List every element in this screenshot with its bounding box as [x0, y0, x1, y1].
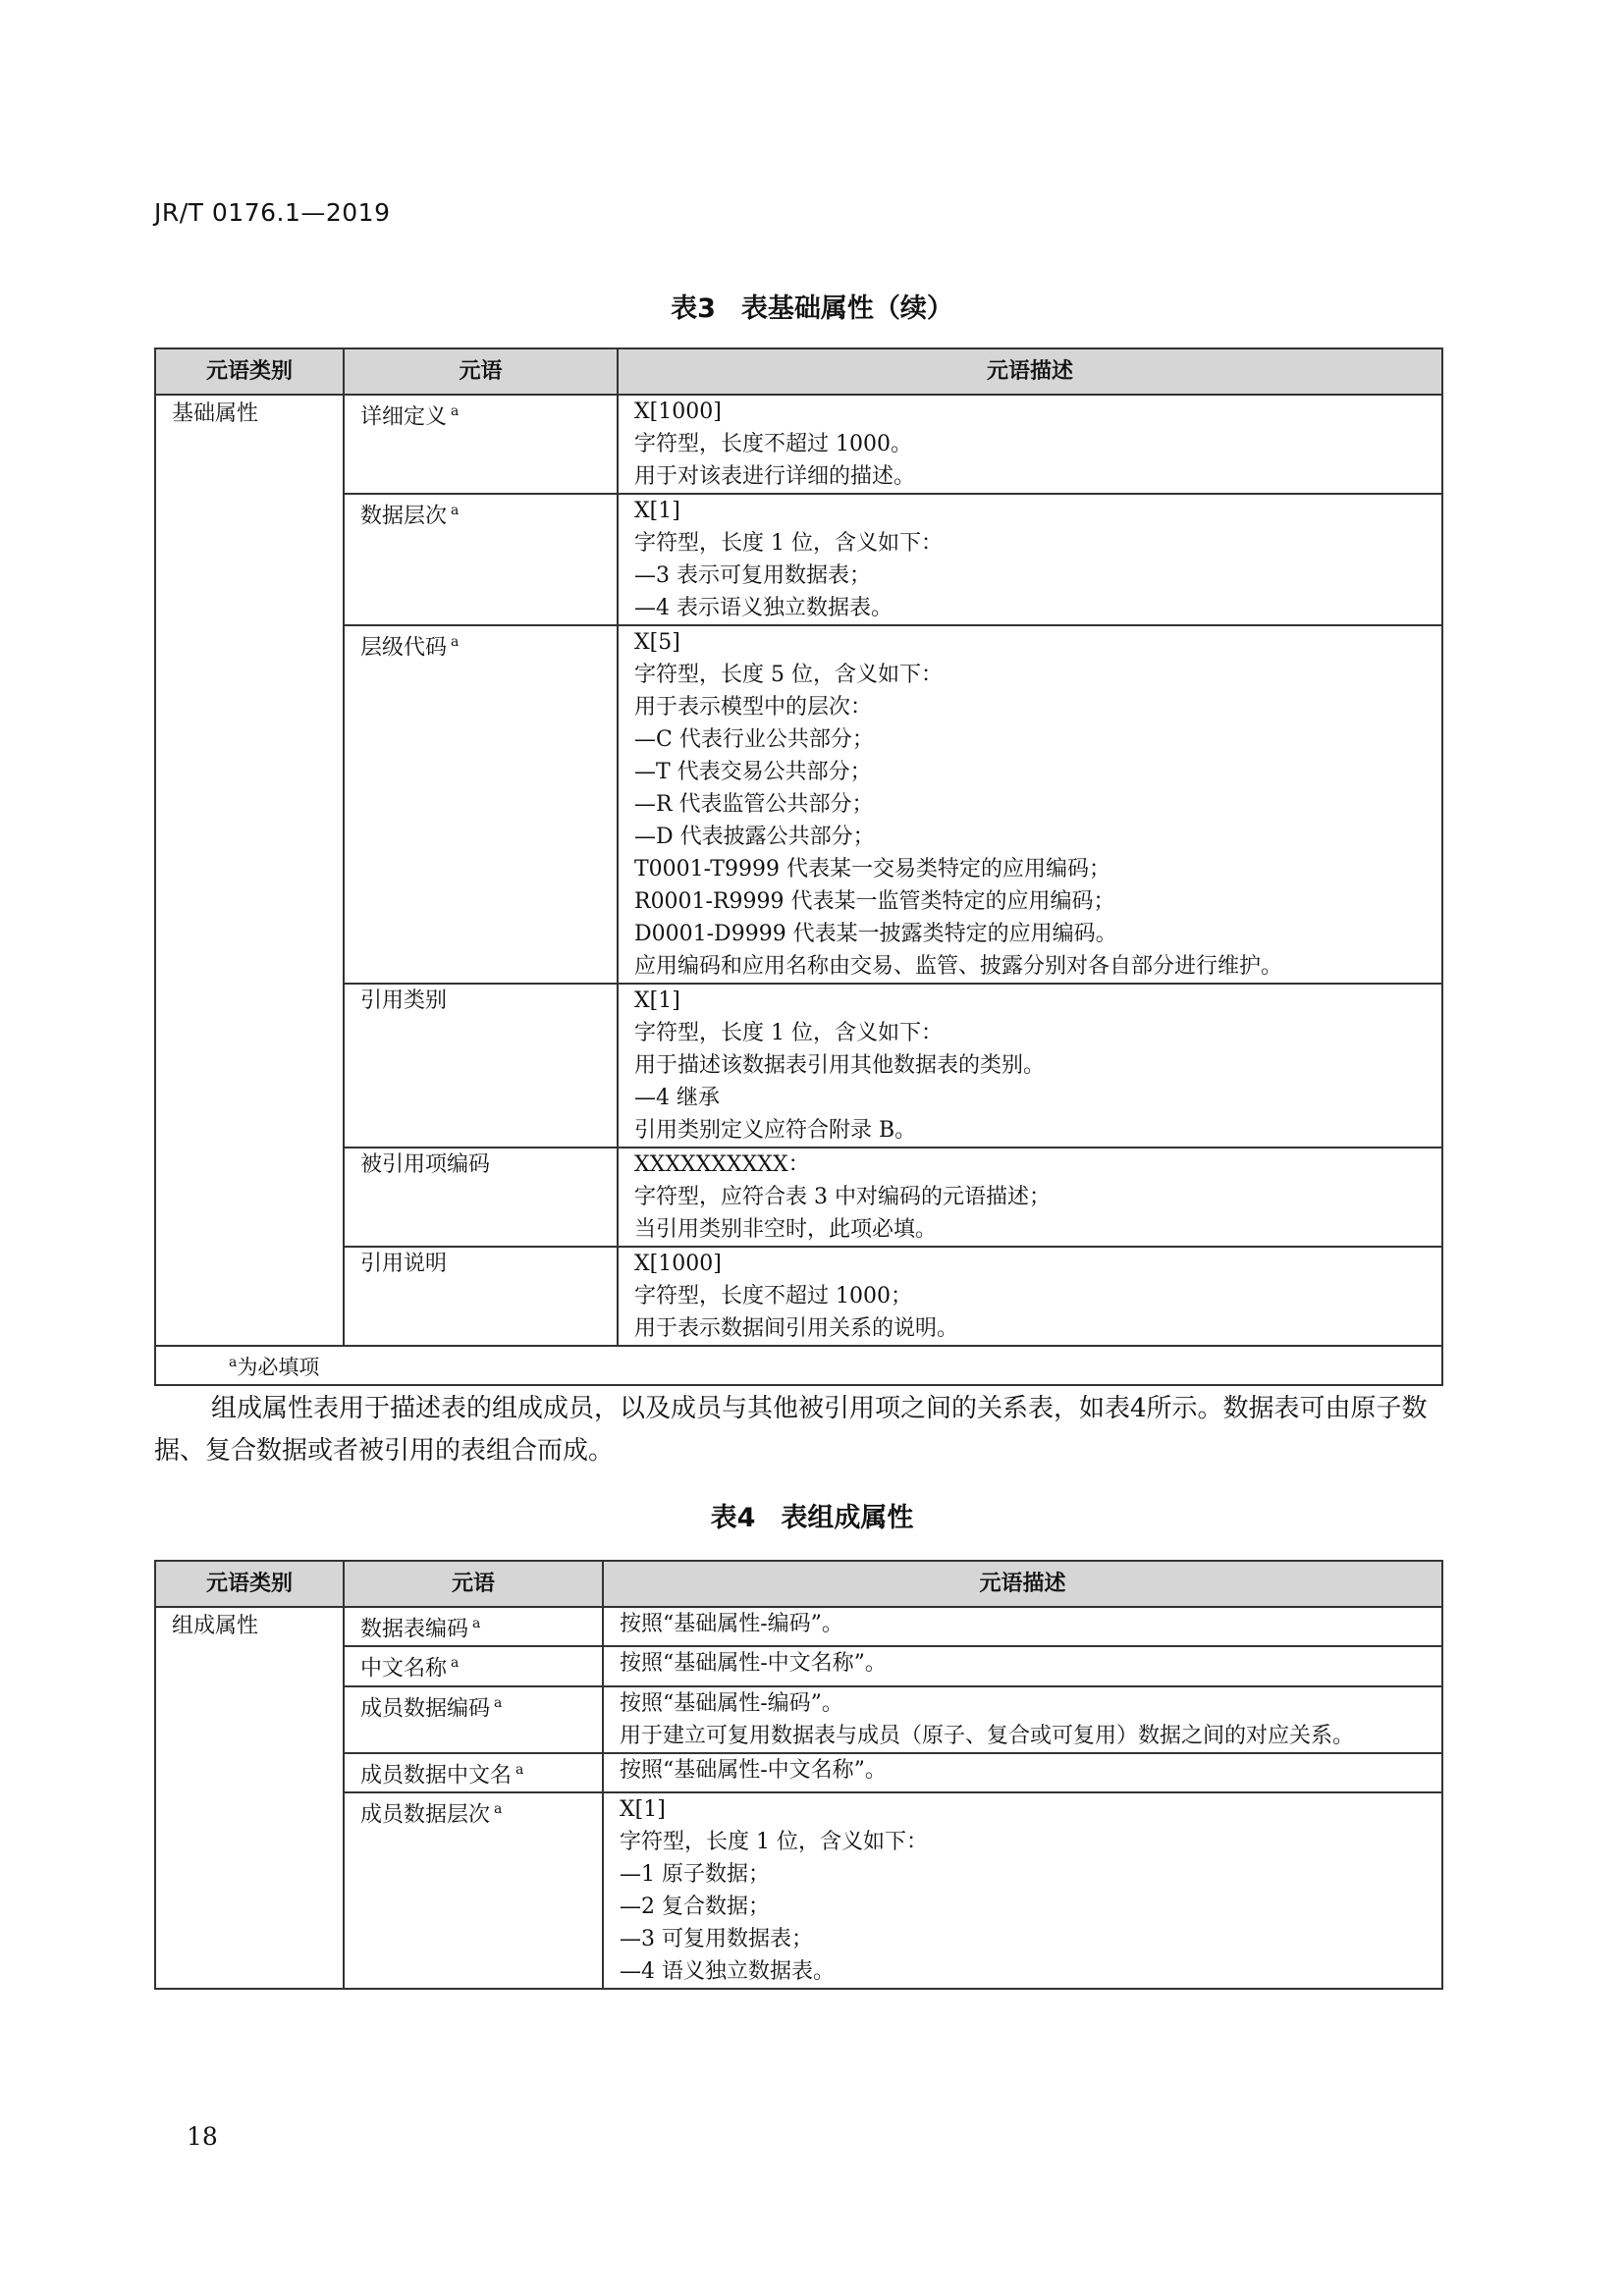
meta-label: 详细定义 [360, 404, 448, 430]
required-mark: a [472, 1616, 481, 1631]
description-line: —4 继承 [634, 1086, 720, 1110]
description-line: X[1] [634, 499, 680, 523]
table-row [155, 1753, 1442, 1792]
table-row [155, 395, 1442, 494]
meta-label: 成员数据编码 [360, 1695, 491, 1721]
table-row [155, 494, 1442, 625]
description-cell [618, 395, 1442, 494]
table-row [155, 1148, 1442, 1247]
description-line: X[1] [634, 988, 680, 1013]
description-line: —2 复合数据； [620, 1894, 770, 1919]
meta-cell [344, 1646, 603, 1685]
description-line: —R 代表监管公共部分； [634, 792, 874, 817]
description-line: R0001-R9999 代表某一监管类特定的应用编码； [634, 889, 1115, 914]
meta-cell [344, 1753, 603, 1792]
required-mark: a [451, 634, 460, 650]
description-cell [603, 1646, 1442, 1685]
description-line: 字符型，长度不超过 1000； [634, 1284, 912, 1308]
footnote-text: 为必填项 [237, 1356, 320, 1379]
table-row [155, 1792, 1442, 1989]
description-line: 用于表示数据间引用关系的说明。 [634, 1316, 959, 1341]
description-line: X[1000] [634, 400, 722, 424]
description-line: 用于描述该数据表引用其他数据表的类别。 [634, 1053, 1046, 1078]
column-header-meta: 元语 [344, 1561, 603, 1607]
table3 [154, 347, 1443, 1386]
meta-cell [344, 1792, 603, 1989]
footnote-mark: a [229, 1355, 238, 1370]
description-cell [618, 494, 1442, 625]
meta-cell [344, 395, 618, 494]
meta-label: 成员数据中文名 [360, 1762, 513, 1788]
table3-caption-title: 表基础属性（续） [740, 294, 953, 324]
description-line: 按照“基础属性-编码”。 [620, 1612, 843, 1636]
description-line: XXXXXXXXXX： [634, 1152, 810, 1177]
required-mark: a [494, 1800, 503, 1817]
meta-label: 层级代码 [360, 635, 448, 661]
description-line: 应用编码和应用名称由交易、监管、披露分别对各自部分进行维护。 [634, 954, 1283, 979]
description-line: T0001-T9999 代表某一交易类特定的应用编码； [634, 857, 1110, 881]
column-header-meta: 元语 [344, 348, 618, 395]
description-cell [603, 1686, 1442, 1753]
description-line: 用于对该表进行详细的描述。 [634, 464, 916, 489]
table4-caption [0, 1496, 1624, 1534]
description-line: —C 代表行业公共部分； [634, 727, 874, 752]
description-line: X[1000] [634, 1252, 722, 1276]
table-row [155, 984, 1442, 1148]
meta-label: 成员数据层次 [360, 1802, 491, 1828]
table4 [154, 1560, 1443, 1990]
footnote-row [155, 1346, 1442, 1385]
column-header-description: 元语描述 [603, 1561, 1442, 1607]
required-mark: a [451, 1655, 460, 1672]
table-row [155, 1247, 1442, 1346]
description-line: 字符型，长度 1 位，含义如下： [620, 1829, 928, 1854]
description-line: —4 语义独立数据表。 [620, 1958, 835, 1984]
description-line: 字符型，应符合表 3 中对编码的元语描述； [634, 1185, 1051, 1209]
description-cell [618, 625, 1442, 984]
required-mark: a [451, 403, 460, 419]
description-line: 当引用类别非空时，此项必填。 [634, 1217, 938, 1242]
table-row [155, 1607, 1442, 1646]
description-cell [603, 1607, 1442, 1646]
column-header-description: 元语描述 [618, 348, 1442, 395]
description-line: 字符型，长度不超过 1000。 [634, 432, 912, 456]
required-mark: a [515, 1761, 524, 1778]
description-line: 字符型，长度 1 位，含义如下： [634, 531, 943, 556]
table4-header-row [155, 1561, 1442, 1607]
description-line: 按照“基础属性-中文名称”。 [620, 1651, 887, 1677]
required-mark: a [494, 1694, 503, 1711]
description-line: D0001-D9999 代表某一披露类特定的应用编码。 [634, 922, 1117, 946]
meta-cell [344, 1607, 603, 1646]
table3-header-row [155, 348, 1442, 395]
description-line: —T 代表交易公共部分； [634, 760, 872, 784]
description-cell [618, 1148, 1442, 1247]
category-cell: 基础属性 [155, 395, 344, 1346]
description-line: —3 可复用数据表； [620, 1926, 813, 1951]
description-line: —3 表示可复用数据表； [634, 563, 871, 588]
category-cell: 组成属性 [155, 1607, 344, 1989]
description-line: X[1] [620, 1796, 666, 1822]
description-line: 字符型，长度 1 位，含义如下： [634, 1021, 943, 1045]
table-row [155, 625, 1442, 984]
body-paragraph: 组成属性表用于描述表的组成成员，以及成员与其他被引用项之间的关系表，如表4所示。数据表可由原子数据、复合数据或者被引用的表组合而成。 [154, 1394, 1428, 1466]
table4-caption-title: 表组成属性 [781, 1503, 914, 1533]
description-line: 用于表示模型中的层次： [634, 695, 873, 720]
document-id: JR/T 0176.1—2019 [154, 198, 391, 227]
page-number: 18 [187, 2122, 218, 2151]
description-line: 按照“基础属性-中文名称”。 [620, 1757, 887, 1783]
table4-caption-number: 表4 [710, 1503, 756, 1533]
meta-cell [344, 494, 618, 625]
meta-cell [344, 1247, 618, 1346]
description-line: 按照“基础属性-编码”。 [620, 1690, 843, 1716]
footnote-cell [155, 1346, 1442, 1385]
meta-label: 数据表编码 [360, 1617, 469, 1642]
description-line: X[5] [634, 630, 680, 655]
meta-label: 中文名称 [360, 1656, 448, 1682]
description-line: —1 原子数据； [620, 1861, 770, 1887]
description-line: 字符型，长度 5 位，含义如下： [634, 663, 943, 687]
required-mark: a [451, 503, 460, 518]
table3-caption-number: 表3 [671, 294, 716, 324]
table-row [155, 1646, 1442, 1685]
description-cell [618, 1247, 1442, 1346]
meta-label: 被引用项编码 [360, 1152, 491, 1177]
meta-cell [344, 1686, 603, 1753]
meta-label: 引用说明 [360, 1252, 448, 1276]
description-line: —D 代表披露公共部分； [634, 825, 875, 849]
table-row [155, 1686, 1442, 1753]
column-header-category: 元语类别 [155, 1561, 344, 1607]
table3-caption [0, 287, 1624, 325]
column-header-category: 元语类别 [155, 348, 344, 395]
description-cell [618, 984, 1442, 1148]
description-line: 用于建立可复用数据表与成员（原子、复合或可复用）数据之间的对应关系。 [620, 1723, 1355, 1748]
description-line: 引用类别定义应符合附录 B。 [634, 1118, 917, 1143]
meta-label: 数据层次 [360, 504, 448, 529]
meta-cell [344, 1148, 618, 1247]
description-cell [603, 1753, 1442, 1792]
description-line: —4 表示语义独立数据表。 [634, 596, 893, 620]
description-cell [603, 1792, 1442, 1989]
meta-cell [344, 625, 618, 984]
meta-label: 引用类别 [360, 988, 448, 1013]
meta-cell [344, 984, 618, 1148]
